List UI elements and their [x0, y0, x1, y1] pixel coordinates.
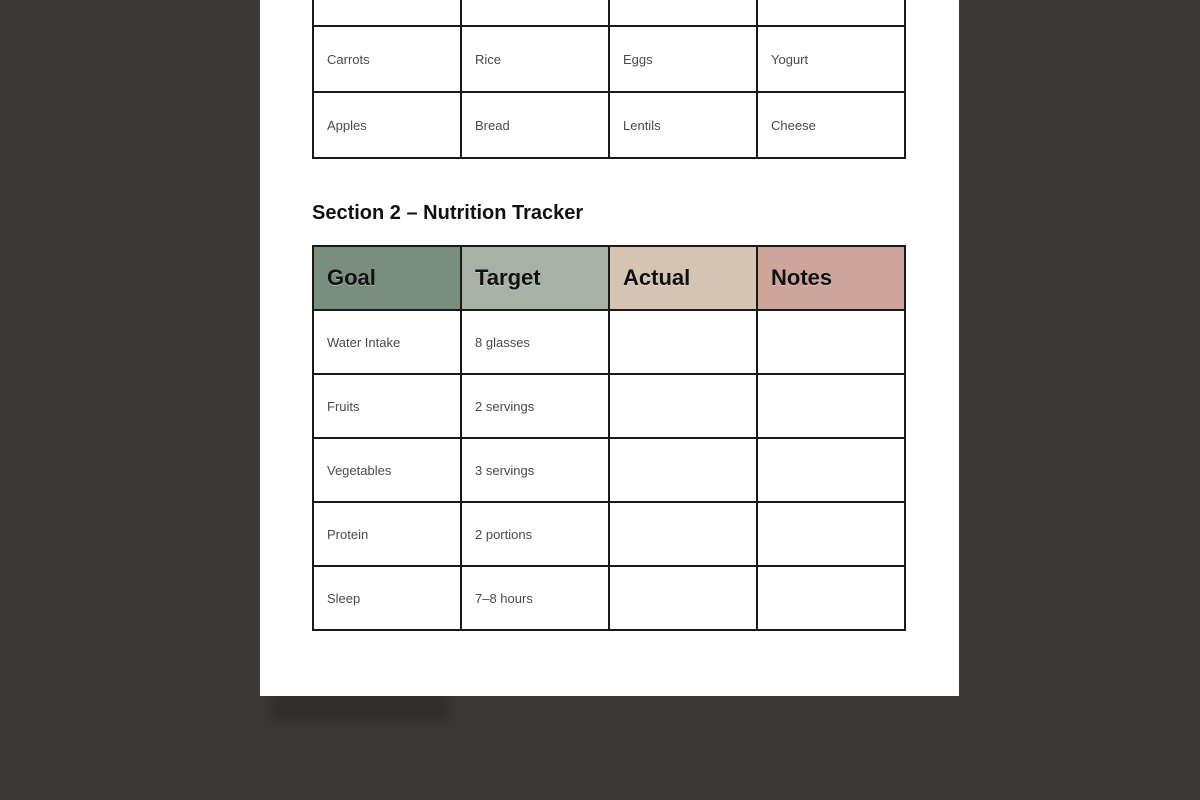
tracker-entry-cell[interactable] — [609, 438, 757, 502]
tracker-row — [313, 438, 905, 502]
header-goal: Goal — [313, 246, 461, 310]
table-cell — [461, 0, 609, 26]
table-cell — [757, 0, 905, 26]
table-cell: Bread — [461, 92, 609, 158]
tracker-cell: 2 portions — [461, 502, 609, 566]
section-title: Section 2 – Nutrition Tracker — [312, 202, 584, 224]
tracker-entry-cell[interactable] — [609, 566, 757, 630]
tracker-cell: Vegetables — [313, 438, 461, 502]
tracker-row — [313, 502, 905, 566]
tracker-entry-cell[interactable] — [757, 310, 905, 374]
table-cell — [313, 0, 461, 26]
tracker-cell: Water Intake — [313, 310, 461, 374]
tracker-row — [313, 374, 905, 438]
header-actual: Actual — [609, 246, 757, 310]
table-row — [313, 0, 905, 26]
tracker-header-row — [313, 246, 905, 310]
nutrition-tracker-table — [312, 245, 906, 631]
tracker-entry-cell[interactable] — [609, 502, 757, 566]
food-list-table — [312, 0, 906, 159]
tracker-entry-cell[interactable] — [609, 310, 757, 374]
header-notes: Notes — [757, 246, 905, 310]
table-cell: Yogurt — [757, 26, 905, 92]
tracker-cell: Protein — [313, 502, 461, 566]
tracker-entry-cell[interactable] — [757, 566, 905, 630]
header-target: Target — [461, 246, 609, 310]
table-cell: Lentils — [609, 92, 757, 158]
tracker-entry-cell[interactable] — [609, 374, 757, 438]
table-cell: Cheese — [757, 92, 905, 158]
table-row — [313, 92, 905, 158]
table-cell — [609, 0, 757, 26]
tracker-entry-cell[interactable] — [757, 374, 905, 438]
table-cell: Eggs — [609, 26, 757, 92]
tracker-cell: Sleep — [313, 566, 461, 630]
table-row — [313, 26, 905, 92]
tracker-row — [313, 310, 905, 374]
tracker-cell: 3 servings — [461, 438, 609, 502]
table-cell: Rice — [461, 26, 609, 92]
document-page — [260, 0, 959, 696]
table-cell: Carrots — [313, 26, 461, 92]
tracker-cell: Fruits — [313, 374, 461, 438]
tracker-cell: 8 glasses — [461, 310, 609, 374]
tracker-entry-cell[interactable] — [757, 502, 905, 566]
tracker-entry-cell[interactable] — [757, 438, 905, 502]
tracker-cell: 7–8 hours — [461, 566, 609, 630]
tracker-cell: 2 servings — [461, 374, 609, 438]
tracker-row — [313, 566, 905, 630]
table-cell: Apples — [313, 92, 461, 158]
